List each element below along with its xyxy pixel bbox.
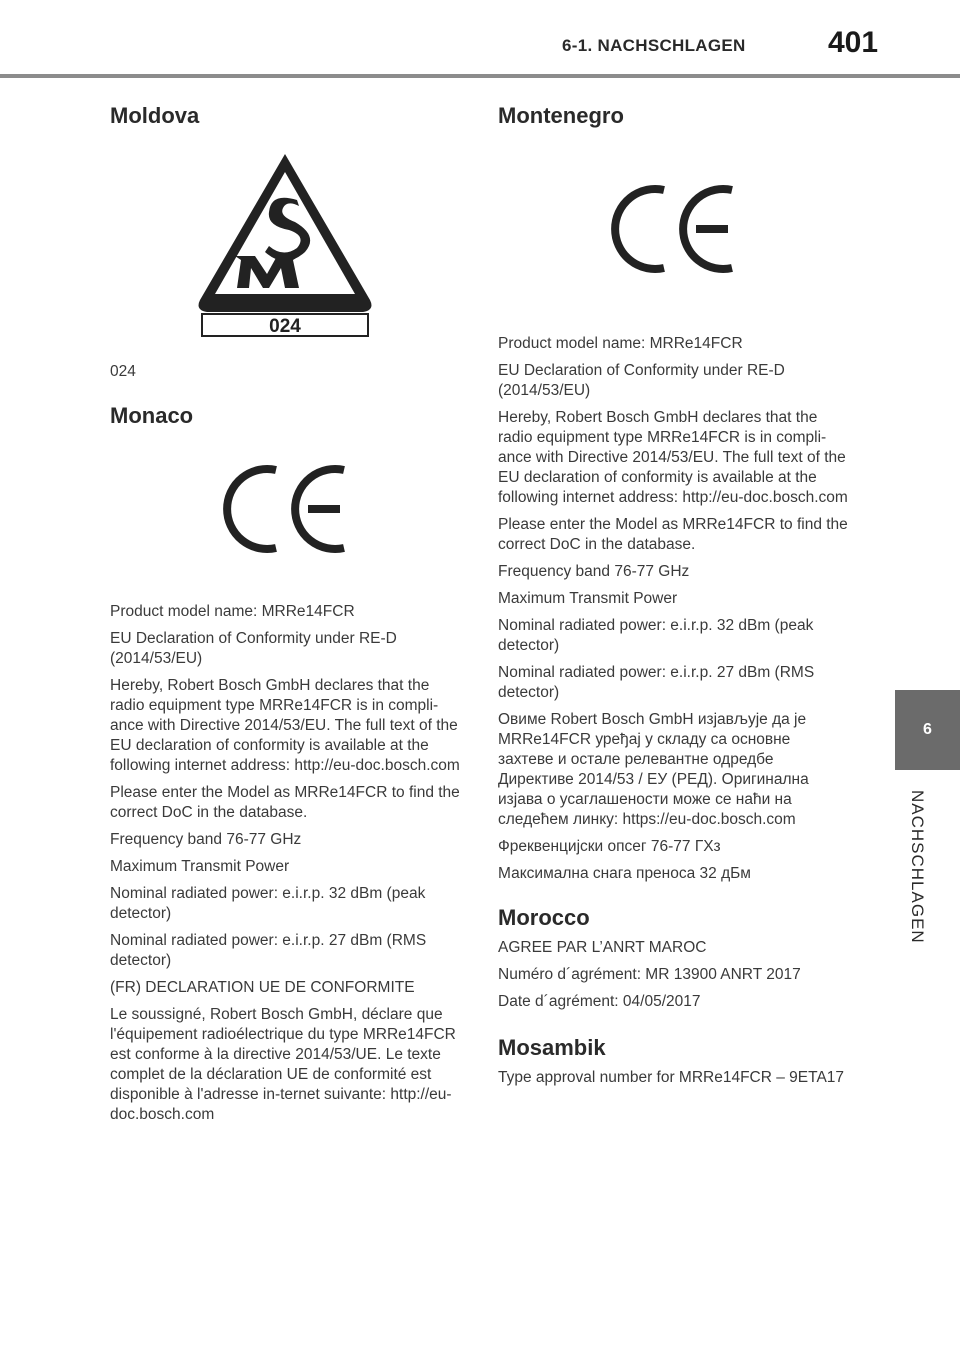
chapter-tab-number: 6 [923,721,932,738]
moldova-sm-mark [110,142,460,342]
paragraph: Nominal radiated power: e.i.r.p. 27 dBm (RMS detector) [110,932,427,969]
page-number: 401 [828,26,879,59]
monaco-ce-mark [110,464,460,594]
paragraph: Фреквенцијски опсег 76-77 ГХз [498,838,721,855]
section-title: 6-1. NACHSCHLAGEN [562,36,746,55]
sm-logo-number: 024 [269,316,301,337]
monaco-text [110,602,460,1125]
paragraph: Maximum Transmit Power [498,590,678,607]
morocco-text [498,938,848,1012]
chapter-tab-label: NACHSCHLAGEN [908,790,927,944]
ce-mark-icon [220,464,350,554]
heading-morocco: Morocco [498,905,590,930]
paragraph: Frequency band 76-77 GHz [110,831,302,848]
chapter-tab[interactable] [895,690,960,770]
paragraph: Frequency band 76-77 GHz [498,563,690,580]
paragraph: Hereby, Robert Bosch GmbH declares that the radio equipment type MRRe14FCR is in compli-ance with Directive 2014/53/EU. The full text of the EU declaration of conformity is available at the following internet address: http://eu-doc.bosch.com [110,677,460,774]
paragraph: Nominal radiated power: e.i.r.p. 27 dBm (RMS detector) [498,664,815,701]
paragraph: Numéro d´agrément: MR 13900 ANRT 2017 [498,966,801,983]
heading-monaco: Monaco [110,403,194,428]
heading-montenegro: Montenegro [498,103,624,128]
left-column [110,96,460,1132]
paragraph: Hereby, Robert Bosch GmbH declares that the radio equipment type MRRe14FCR is in compli-ance with Directive 2014/53/EU. The full text of the EU declaration of conformity is available at the following internet address: http://eu-doc.bosch.com [498,409,848,506]
paragraph: Овиме Robert Bosch GmbH изјављује да је MRRe14FCR уређај у складу са основне захтеве и остале релевантне одредбе Директиве 2014/53 / ЕУ (РЕД). Оригинална изјава о усаглашености може се наћи на следећем линку: https://eu-doc.bosch.com [498,711,809,828]
heading-mosambik: Mosambik [498,1035,606,1060]
paragraph: Nominal radiated power: e.i.r.p. 32 dBm (peak detector) [110,885,426,922]
right-column [498,96,848,1095]
paragraph: Product model name: MRRe14FCR [110,603,355,620]
sm-conformity-logo-icon [185,142,385,342]
paragraph: Le soussigné, Robert Bosch GmbH, déclare que l'équipement radioélectrique du type MRRe14FCR est conforme à la directive 2014/53/UE. Le texte complet de la déclaration UE de conformité est disponible à l'adresse in-ternet suivante: http://eu-doc.bosch.com [110,1006,456,1123]
paragraph: Максимална снага преноса 32 дБм [498,865,751,882]
montenegro-ce-mark [498,184,848,334]
paragraph: EU Declaration of Conformity under RE-D (2014/53/EU) [110,630,397,667]
montenegro-text [498,334,848,884]
paragraph: Product model name: MRRe14FCR [498,335,743,352]
header-divider [0,74,960,78]
paragraph: Please enter the Model as MRRe14FCR to find the correct DoC in the database. [110,784,460,821]
paragraph: EU Declaration of Conformity under RE-D (2014/53/EU) [498,362,785,399]
paragraph: Please enter the Model as MRRe14FCR to find the correct DoC in the database. [498,516,848,553]
paragraph: Maximum Transmit Power [110,858,290,875]
heading-moldova: Moldova [110,103,200,128]
paragraph: Date d´agrément: 04/05/2017 [498,993,701,1010]
paragraph: AGREE PAR L’ANRT MAROC [498,939,707,956]
mosambik-text [498,1068,848,1088]
paragraph: Type approval number for MRRe14FCR – 9ETA17 [498,1069,845,1086]
paragraph: (FR) DECLARATION UE DE CONFORMITE [110,979,415,996]
ce-mark-icon [608,184,738,274]
moldova-code: 024 [110,363,136,380]
paragraph: Nominal radiated power: e.i.r.p. 32 dBm (peak detector) [498,617,814,654]
